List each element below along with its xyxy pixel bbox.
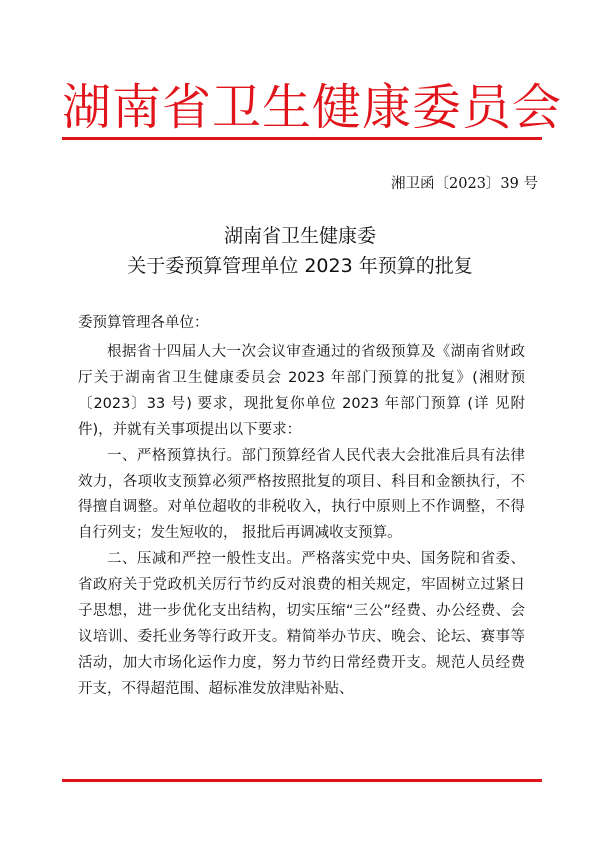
- document-number: 湘卫函〔2023〕39 号: [391, 176, 538, 192]
- document-body: [78, 340, 525, 703]
- salutation: 委预算管理各单位：: [78, 315, 209, 331]
- bottom-red-rule: [62, 779, 542, 782]
- letterhead-red-rule: [62, 137, 542, 140]
- paragraph-expenditure-control: 二、压减和严控一般性支出。严格落实党中央、国务院和省委、省政府关于党政机关厉行节约反对浪费的相关规定，牢固树立过紧日子思想，进一步优化支出结构，切实压缩“三公”经费、办公经费、会议培训、委托业务等行政开支。精简举办节庆、晚会、论坛、赛事等活动，加大市场化运作力度，努力节约日常经费开支。规范人员经费开支，不得超范围、超标准发放津贴补贴、: [78, 551, 525, 697]
- document-title-line-1: 湖南省卫生健康委: [223, 225, 376, 247]
- letterhead-org-name: 湖南省卫生健康委员会: [62, 79, 563, 136]
- paragraph-intro: 根据省十四届人大一次会议审查通过的省级预算及《湖南省财政厅关于湖南省卫生健康委员会 2023 年部门预算的批复》(湘财预〔2023〕33 号) 要求，现批复你单位 2023 年部门预算 (详 见附件)，并就有关事项提出以下要求：: [78, 344, 525, 438]
- document-title-line-2: 关于委预算管理单位 2023 年预算的批复: [127, 255, 473, 277]
- paragraph-budget-execution: 一、严格预算执行。部门预算经省人民代表大会批准后具有法律效力，各项收支预算必须严格按照批复的项目、科目和金额执行，不得擅自调整。对单位超收的非税收入，执行中原则上不作调整，不得自行列支；发生短收的， 报批后再调减收支预算。: [78, 447, 525, 542]
